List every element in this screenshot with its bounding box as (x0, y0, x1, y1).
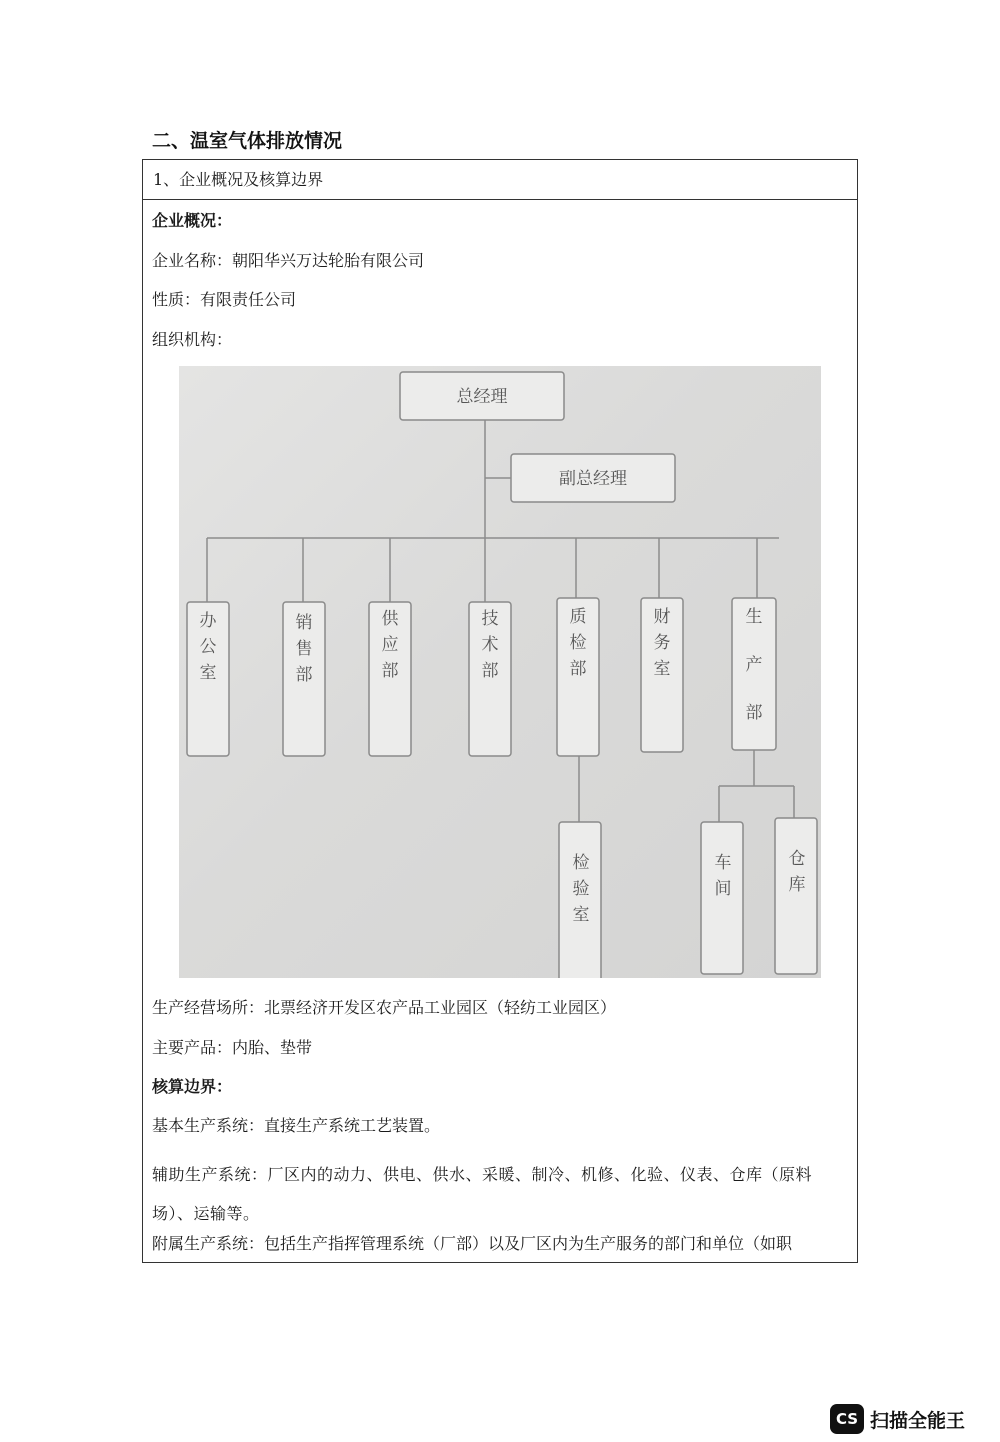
svg-text:总经理: 总经理 (456, 387, 508, 407)
svg-text:技术部: 技术部 (481, 609, 499, 681)
org-node-department (732, 598, 776, 750)
org-node-department (369, 602, 411, 756)
svg-text:仓库: 仓库 (788, 849, 806, 895)
scanner-watermark (830, 1404, 965, 1434)
org-node-department (557, 598, 599, 756)
production-site: 生产经营场所：北票经济开发区农产品工业园区（轻纺工业园区） (152, 998, 617, 1017)
svg-text:副总经理: 副总经理 (559, 469, 627, 489)
org-node-deputy-manager (511, 454, 675, 502)
svg-text:销售部: 销售部 (295, 613, 313, 685)
boundary-heading: 核算边界： (152, 1077, 233, 1096)
overview-heading: 企业概况： (152, 211, 233, 230)
scanner-app-name: 扫描全能王 (870, 1409, 966, 1432)
svg-text:办公室: 办公室 (199, 611, 217, 683)
section-title: 二、温室气体排放情况 (152, 130, 343, 152)
org-node-sub-unit (701, 822, 743, 974)
org-node-sub-unit (559, 822, 601, 978)
svg-text:供应部: 供应部 (381, 609, 399, 681)
org-node-general-manager (400, 372, 564, 420)
org-chart (179, 366, 821, 978)
org-node-department (187, 602, 229, 756)
basic-production-system: 基本生产系统：直接生产系统工艺装置。 (152, 1116, 441, 1135)
svg-text:检验室: 检验室 (572, 853, 590, 925)
org-structure-label: 组织机构： (152, 330, 233, 349)
affiliated-production-system: 附属生产系统：包括生产指挥管理系统（厂部）以及厂区内为生产服务的部门和单位（如职 (152, 1234, 793, 1253)
camscanner-logo-icon: CS (830, 1404, 864, 1434)
svg-text:生产部: 生产部 (745, 607, 763, 723)
company-name: 企业名称：朝阳华兴万达轮胎有限公司 (152, 251, 425, 270)
org-node-department (641, 598, 683, 752)
org-node-sub-unit (775, 818, 817, 974)
org-node-department (469, 602, 511, 756)
org-node-department (283, 602, 325, 756)
table-header-row: 1、企业概况及核算边界 (143, 160, 857, 200)
svg-text:质检部: 质检部 (569, 607, 587, 679)
auxiliary-production-system: 辅助生产系统：厂区内的动力、供电、供水、采暖、制冷、机修、化验、仪表、仓库（原料场）、运输等。 (152, 1165, 813, 1223)
svg-text:财务室: 财务室 (653, 607, 671, 679)
company-nature: 性质：有限责任公司 (152, 290, 297, 309)
svg-text:车间: 车间 (714, 853, 732, 899)
main-products: 主要产品：内胎、垫带 (152, 1038, 313, 1057)
